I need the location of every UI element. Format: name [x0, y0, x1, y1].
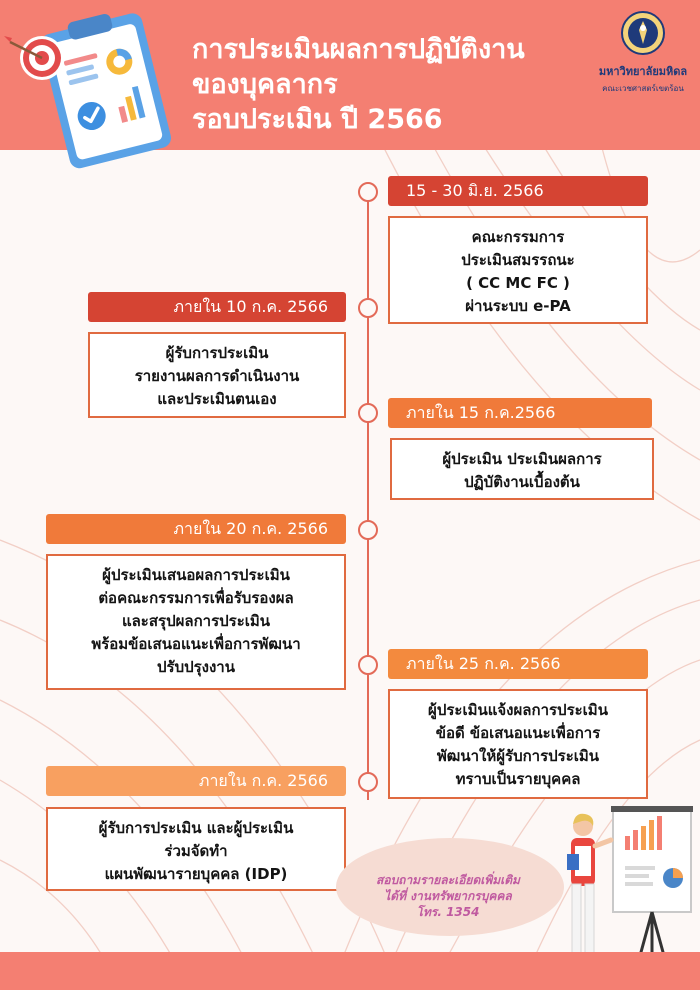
- step-text-line: ประเมินสมรรถนะ: [461, 251, 575, 269]
- step-3-date: ภายใน 15 ก.ค.2566: [388, 398, 652, 428]
- clipboard-report-icon: [2, 2, 184, 170]
- step-text-line: รายงานผลการดำเนินงาน: [134, 367, 300, 385]
- step-6-description: [46, 807, 346, 891]
- presentation-board: [611, 806, 693, 974]
- university-logo: [588, 8, 698, 95]
- timeline-node: [358, 772, 378, 792]
- step-text-line: ปรับปรุงงาน: [156, 658, 235, 676]
- title-line: รอบประเมิน ปี 2566: [192, 104, 443, 135]
- timeline-node: [358, 182, 378, 202]
- step-text-line: และประเมินตนเอง: [157, 390, 277, 408]
- step-2-description: [88, 332, 346, 418]
- title-line: ของบุคลากร: [192, 69, 338, 100]
- timeline-node: [358, 403, 378, 423]
- step-1-description: [388, 216, 648, 324]
- target-icon: [4, 36, 64, 80]
- step-2-date: ภายใน 10 ก.ค. 2566: [88, 292, 346, 322]
- step-text-line: และสรุปผลการประเมิน: [121, 612, 271, 630]
- step-text-line: ผ่านระบบ e-PA: [465, 297, 571, 315]
- timeline-node: [358, 520, 378, 540]
- step-text-line: ผู้ประเมินเสนอผลการประเมิน: [102, 566, 290, 584]
- step-3-description: [390, 438, 654, 500]
- timeline-node: [358, 298, 378, 318]
- footer-banner: [0, 952, 700, 990]
- step-text-line: ( CC MC FC ): [466, 274, 570, 292]
- step-4-date: ภายใน 20 ก.ค. 2566: [46, 514, 346, 544]
- presenter-person: [566, 814, 611, 970]
- step-text-line: ผู้ประเมินแจ้งผลการประเมิน: [428, 701, 608, 719]
- step-4-description: [46, 554, 346, 690]
- step-1-date: 15 - 30 มิ.ย. 2566: [388, 176, 648, 206]
- timeline-node: [358, 655, 378, 675]
- step-text-line: ผู้รับการประเมิน และผู้ประเมิน: [98, 819, 294, 837]
- step-text-line: แผนพัฒนารายบุคคล (IDP): [104, 865, 288, 883]
- step-text-line: ผู้รับการประเมิน: [165, 344, 269, 362]
- timeline-line: [367, 190, 369, 800]
- step-text-line: คณะกรรมการ: [471, 228, 565, 246]
- faculty-name: คณะเวชศาสตร์เขตร้อน: [602, 84, 684, 93]
- presenter-illustration: [555, 806, 700, 976]
- step-text-line: ปฏิบัติงานเบื้องต้น: [464, 473, 580, 491]
- contact-line: โทร. 1354: [416, 905, 480, 919]
- page-title: [192, 32, 525, 137]
- step-text-line: ข้อดี ข้อเสนอแนะเพื่อการ: [435, 724, 601, 742]
- step-text-line: พร้อมข้อเสนอแนะเพื่อการพัฒนา: [91, 635, 301, 653]
- step-text-line: ทราบเป็นรายบุคคล: [455, 770, 581, 788]
- step-5-description: [388, 689, 648, 799]
- university-emblem-icon: [620, 8, 666, 60]
- step-text-line: ต่อคณะกรรมการเพื่อรับรองผล: [98, 589, 294, 607]
- step-6-date: ภายใน ก.ค. 2566: [46, 766, 346, 796]
- university-name: มหาวิทยาลัยมหิดล: [598, 65, 688, 78]
- step-text-line: ร่วมจัดทำ: [164, 842, 228, 860]
- step-text-line: พัฒนาให้ผู้รับการประเมิน: [436, 747, 600, 765]
- step-text-line: ผู้ประเมิน ประเมินผลการ: [442, 450, 602, 468]
- contact-line: ได้ที่ งานทรัพยากรบุคคล: [384, 889, 512, 903]
- contact-line: สอบถามรายละเอียดเพิ่มเติม: [376, 873, 520, 887]
- title-line: การประเมินผลการปฏิบัติงาน: [192, 34, 525, 65]
- step-5-date: ภายใน 25 ก.ค. 2566: [388, 649, 648, 679]
- contact-info: [360, 872, 536, 920]
